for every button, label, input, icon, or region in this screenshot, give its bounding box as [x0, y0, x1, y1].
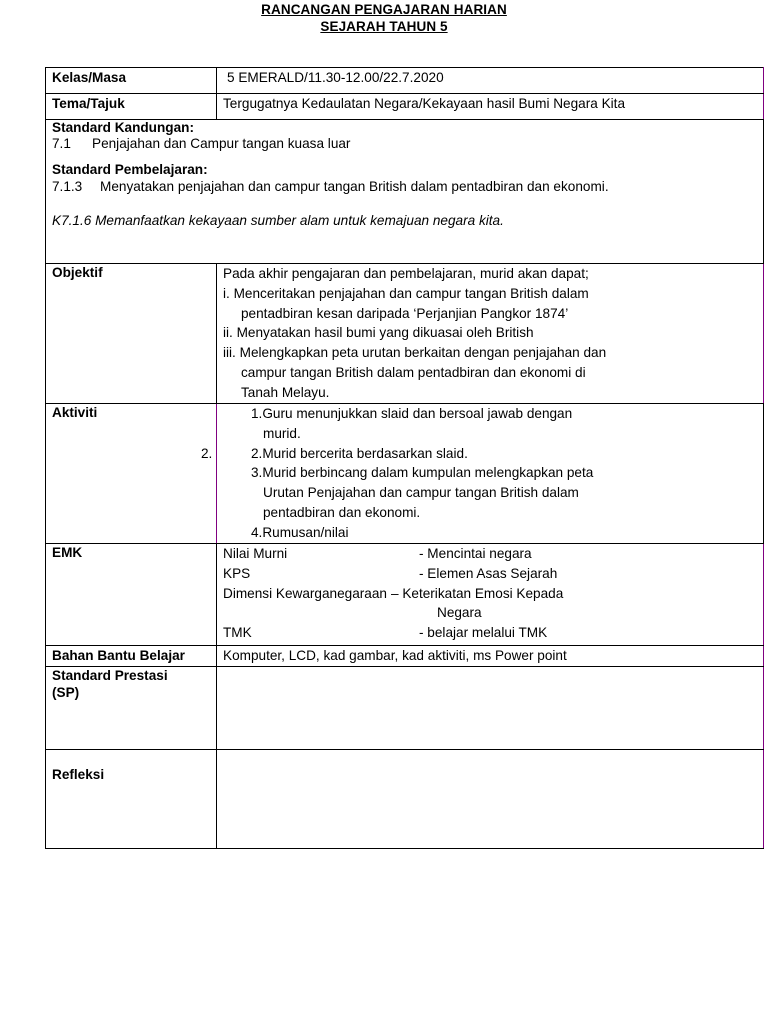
- row-kelas-masa: [46, 68, 764, 94]
- emk-value: - belajar melalui TMK: [419, 625, 548, 641]
- emk-item: [223, 584, 757, 604]
- row-objektif: [46, 264, 764, 404]
- standard-pembelajaran-line: [52, 178, 757, 195]
- value-standard-prestasi[interactable]: [217, 667, 764, 750]
- document-title: RANCANGAN PENGAJARAN HARIAN: [261, 2, 507, 17]
- objektif-line: Tanah Melayu.: [241, 384, 330, 400]
- standard-k-line: K7.1.6 Memanfaatkan kekayaan sumber alam untuk kemajuan negara kita.: [52, 213, 504, 228]
- objektif-line: iii. Melengkapkan peta urutan berkaitan dengan penjajahan dan: [223, 345, 607, 361]
- standard-kandungan-label: Standard Kandungan:: [52, 120, 194, 135]
- label-tema-tajuk: Tema/Tajuk: [46, 94, 217, 120]
- emk-item: [223, 623, 757, 643]
- emk-item: [223, 564, 757, 584]
- row-refleksi: [46, 750, 764, 849]
- emk-value: – Keterikatan Emosi Kepada: [390, 585, 564, 601]
- row-aktiviti: [46, 404, 764, 544]
- document-header: [0, 0, 768, 35]
- objektif-line: ii. Menyatakan hasil bumi yang dikuasai oleh British: [223, 325, 534, 341]
- aktiviti-line: Urutan Penjajahan dan campur tangan British dalam: [263, 485, 579, 501]
- standard-pembelajaran-text: Menyatakan penjajahan dan campur tangan British dalam pentadbiran dan ekonomi.: [100, 179, 609, 194]
- standard-prestasi-abbr: (SP): [52, 685, 80, 700]
- label-standard-prestasi: [46, 667, 217, 750]
- aktiviti-cell: [46, 404, 764, 544]
- emk-key: Nilai Murni: [223, 546, 288, 561]
- emk-key: TMK: [223, 625, 252, 641]
- standard-cell: [46, 120, 764, 264]
- emk-key: Dimensi Kewarganegaraan: [223, 585, 387, 601]
- aktiviti-line: 3.Murid berbincang dalam kumpulan melengkapkan peta: [251, 465, 594, 481]
- emk-key: KPS: [223, 565, 251, 581]
- objektif-line: campur tangan British dalam pentadbiran dan ekonomi di: [241, 364, 586, 380]
- value-tema-tajuk: Tergugatnya Kedaulatan Negara/Kekayaan hasil Bumi Negara Kita: [217, 94, 764, 120]
- document-subtitle: SEJARAH TAHUN 5: [320, 19, 448, 34]
- emk-key: [223, 603, 437, 623]
- label-aktiviti: [46, 404, 216, 543]
- value-aktiviti: [216, 404, 763, 543]
- objektif-line: i. Menceritakan penjajahan dan campur tangan British dalam: [223, 285, 589, 301]
- standard-kandungan-line: [52, 135, 757, 152]
- row-tema-tajuk: [46, 94, 764, 120]
- value-refleksi[interactable]: [217, 750, 764, 849]
- objektif-line: Pada akhir pengajaran dan pembelajaran, murid akan dapat;: [223, 266, 589, 281]
- standard-pembelajaran-num: 7.1.3: [52, 179, 83, 194]
- standard-kandungan-num: 7.1: [52, 136, 71, 151]
- aktiviti-line: 2.Murid bercerita berdasarkan slaid.: [251, 445, 468, 461]
- objektif-line: pentadbiran kesan daripada ‘Perjanjian Pangkor 1874’: [241, 305, 569, 321]
- value-kelas-masa: [217, 68, 764, 94]
- row-standard-prestasi: [46, 667, 764, 750]
- label-bahan-bantu: Bahan Bantu Belajar: [46, 646, 217, 667]
- emk-value: - Elemen Asas Sejarah: [419, 565, 558, 581]
- row-standard: [46, 120, 764, 264]
- value-emk: [217, 544, 764, 646]
- refleksi-label: Refleksi: [52, 767, 105, 782]
- kelas-masa-text: 5 EMERALD/11.30-12.00/22.7.2020: [227, 70, 444, 85]
- value-objektif: [217, 264, 764, 404]
- emk-value: Negara: [437, 605, 482, 621]
- emk-item: [223, 544, 757, 564]
- label-emk: EMK: [46, 544, 217, 646]
- standard-kandungan-text: Penjajahan dan Campur tangan kuasa luar: [92, 136, 351, 151]
- aktiviti-stray-number: 2.: [201, 446, 213, 461]
- standard-pembelajaran-label: Standard Pembelajaran:: [52, 162, 208, 177]
- row-bahan-bantu: [46, 646, 764, 667]
- aktiviti-line: murid.: [263, 425, 301, 441]
- aktiviti-line: 1.Guru menunjukkan slaid dan bersoal jawab dengan: [251, 406, 573, 421]
- aktiviti-line: 4.Rumusan/nilai: [251, 524, 349, 540]
- lesson-plan-table: [45, 67, 764, 849]
- label-refleksi: [46, 750, 217, 849]
- row-emk: [46, 544, 764, 646]
- emk-value: - Mencintai negara: [419, 546, 532, 561]
- value-bahan-bantu: Komputer, LCD, kad gambar, kad aktiviti, ms Power point: [217, 646, 764, 667]
- standard-prestasi-label: Standard Prestasi: [52, 668, 168, 683]
- aktiviti-line: pentadbiran dan ekonomi.: [263, 504, 421, 520]
- emk-item: [223, 603, 757, 623]
- label-objektif: Objektif: [46, 264, 217, 404]
- label-kelas-masa: Kelas/Masa: [46, 68, 217, 94]
- aktiviti-label-text: Aktiviti: [52, 405, 98, 420]
